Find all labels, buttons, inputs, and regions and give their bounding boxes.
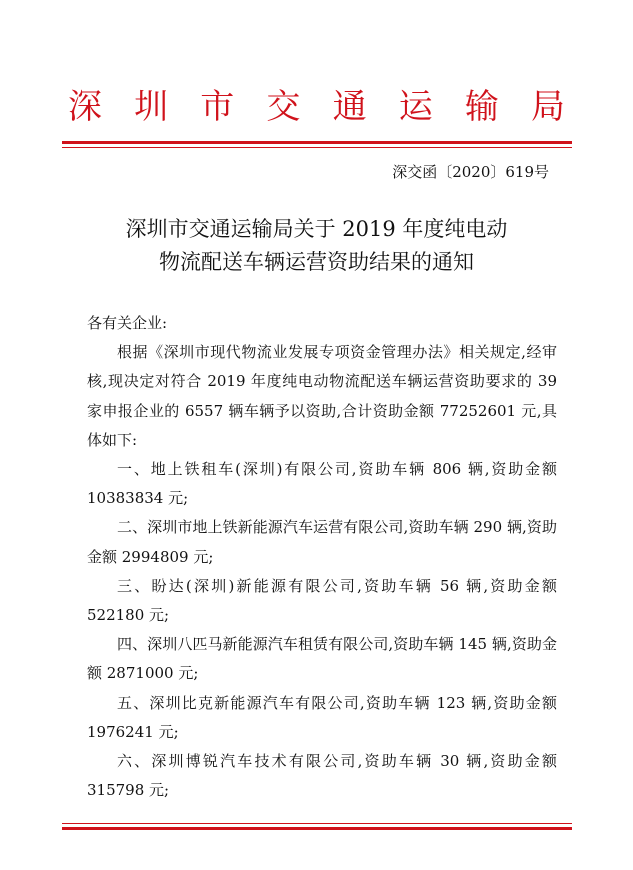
letterhead-char: 通 — [332, 87, 367, 127]
letterhead-char: 交 — [266, 87, 301, 127]
letterhead-char: 市 — [200, 87, 235, 127]
salutation: 各有关企业: — [87, 314, 168, 332]
letterhead-char: 圳 — [134, 87, 169, 127]
document-body — [87, 309, 557, 805]
title-line-2: 物流配送车辆运营资助结果的通知 — [159, 250, 474, 274]
letterhead-char: 输 — [464, 87, 499, 127]
footer-rule-thin — [62, 823, 572, 824]
letterhead-char: 局 — [530, 87, 565, 127]
document-title — [60, 213, 573, 279]
paragraph-item-2: 二、深圳市地上铁新能源汽车运营有限公司,资助车辆 290 辆,资助金额 2994809 元; — [87, 518, 557, 566]
letterhead — [68, 85, 565, 129]
paragraph-intro: 根据《深圳市现代物流业发展专项资金管理办法》相关规定,经审核,现决定对符合 2019 年度纯电动物流配送车辆运营资助要求的 39 家申报企业的 6557 辆车辆予以资助,合计资助金额 77252601 元,具体如下: — [87, 343, 557, 449]
paragraph-item-5: 五、深圳比克新能源汽车有限公司,资助车辆 123 辆,资助金额 1976241 元; — [87, 693, 557, 741]
letterhead-char: 运 — [398, 87, 433, 127]
letterhead-char: 深 — [68, 87, 102, 127]
paragraph-item-6: 六、深圳博锐汽车技术有限公司,资助车辆 30 辆,资助金额 315798 元; — [87, 752, 557, 800]
paragraph-item-3: 三、盼达(深圳)新能源有限公司,资助车辆 56 辆,资助金额 522180 元; — [87, 576, 557, 625]
letterhead-rule-thick — [62, 141, 572, 144]
paragraph-item-4: 四、深圳八匹马新能源汽车租赁有限公司,资助车辆 145 辆,资助金额 2871000 元; — [87, 635, 557, 683]
document-number: 深交函〔2020〕619号 — [392, 163, 549, 181]
paragraph-item-1: 一、地上铁租车(深圳)有限公司,资助车辆 806 辆,资助金额 10383834 元; — [87, 460, 557, 508]
footer-rule-thick — [62, 827, 572, 830]
title-line-1: 深圳市交通运输局关于 2019 年度纯电动 — [125, 217, 508, 241]
letterhead-rule-thin — [62, 147, 572, 148]
